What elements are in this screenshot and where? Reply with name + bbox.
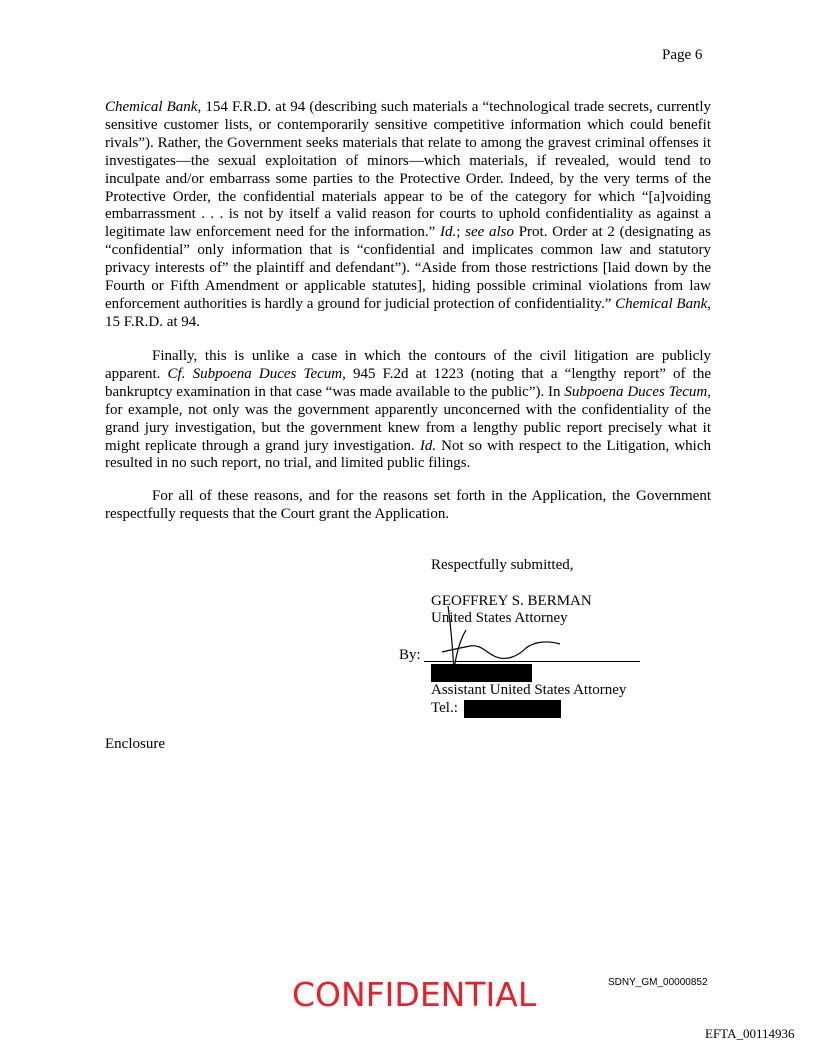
italic-citation: Subpoena Duces Tecum (564, 383, 708, 400)
italic-citation: Cf. Subpoena Duces Tecum (167, 365, 343, 382)
text-run: , for example, not only was the government apparently unconcerned with the confidentiality of the grand jury investigation, but the government knew from a lengthy public report precisely what it might replicate through a grand jury investigation. (105, 383, 711, 454)
text-run: Finally, this is unlike a case in which the contours of the civil litigation are publicly apparent. (105, 348, 711, 382)
text-run: For all of these reasons, and for the reasons set forth in the Application, the Government respectfully requests that the Court grant the Application. (105, 488, 711, 522)
closing-line: Respectfully submitted, (431, 557, 574, 573)
text-run: , 15 F.R.D. at 94. (105, 295, 711, 330)
bates-number: SDNY_GM_00000852 (608, 977, 708, 988)
body-paragraph-3 (105, 488, 711, 524)
redaction-box (464, 700, 561, 718)
text-run: Prot. Order at 2 (designating as “confidential” only information that is “confidential and implicates common law and statutory privacy interests of” the plaintiff and defendant”). “Aside from those restrictions [laid down by the Fourth or Fifth Amendment or applicable statutes], hiding possible criminal violations from law enforcement authorities is hardly a ground for judicial protection of confidentiality.” (105, 224, 711, 312)
body-paragraph-1 (105, 99, 711, 332)
efta-number: EFTA_00114936 (705, 1026, 795, 1041)
text-run: ; (456, 224, 466, 241)
italic-citation: Chemical Bank (105, 99, 198, 115)
attorney-name: GEOFFREY S. BERMAN (431, 593, 592, 609)
page-number: Page 6 (662, 47, 703, 63)
ausa-title: Assistant United States Attorney (431, 682, 627, 698)
text-run: , 154 F.R.D. at 94 (describing such materials a “technological trade secrets, currently sensitive customer lists, or contemporarily sensitive competitive information which could benefit rivals”). Rather, the Government seeks materials that relate to among the gravest criminal offenses it investigates—the sexual exploitation of minors—which materials, if revealed, would tend to inculpate and/or embarrass some parties to the Protective Order. Indeed, by the very terms of the Protective Order, the confidential materials appear to be of the category for which “[a]voiding embarrassment . . . is not by itself a valid reason for courts to uphold confidentiality as against a legitimate law enforcement need for the information.” (105, 99, 711, 241)
redaction-box (431, 664, 532, 682)
italic-citation: Chemical Bank (615, 295, 708, 312)
attorney-title: United States Attorney (431, 610, 568, 626)
confidential-stamp: CONFIDENTIAL (292, 975, 537, 1014)
tel-label: Tel.: (431, 700, 458, 716)
italic-citation: Id. (419, 437, 437, 454)
by-label: By: (399, 647, 421, 663)
italic-citation: Id. (439, 224, 457, 241)
body-paragraph-2 (105, 348, 711, 473)
italic-citation: see also (465, 224, 514, 241)
enclosure-label: Enclosure (105, 736, 165, 752)
text-run: , 945 F.2d at 1223 (noting that a “lengthy report” of the bankruptcy examination in that case “was made available to the public”). In (105, 365, 712, 400)
text-run: Not so with respect to the Litigation, which resulted in no such report, no trial, and limited public filings. (105, 437, 711, 472)
